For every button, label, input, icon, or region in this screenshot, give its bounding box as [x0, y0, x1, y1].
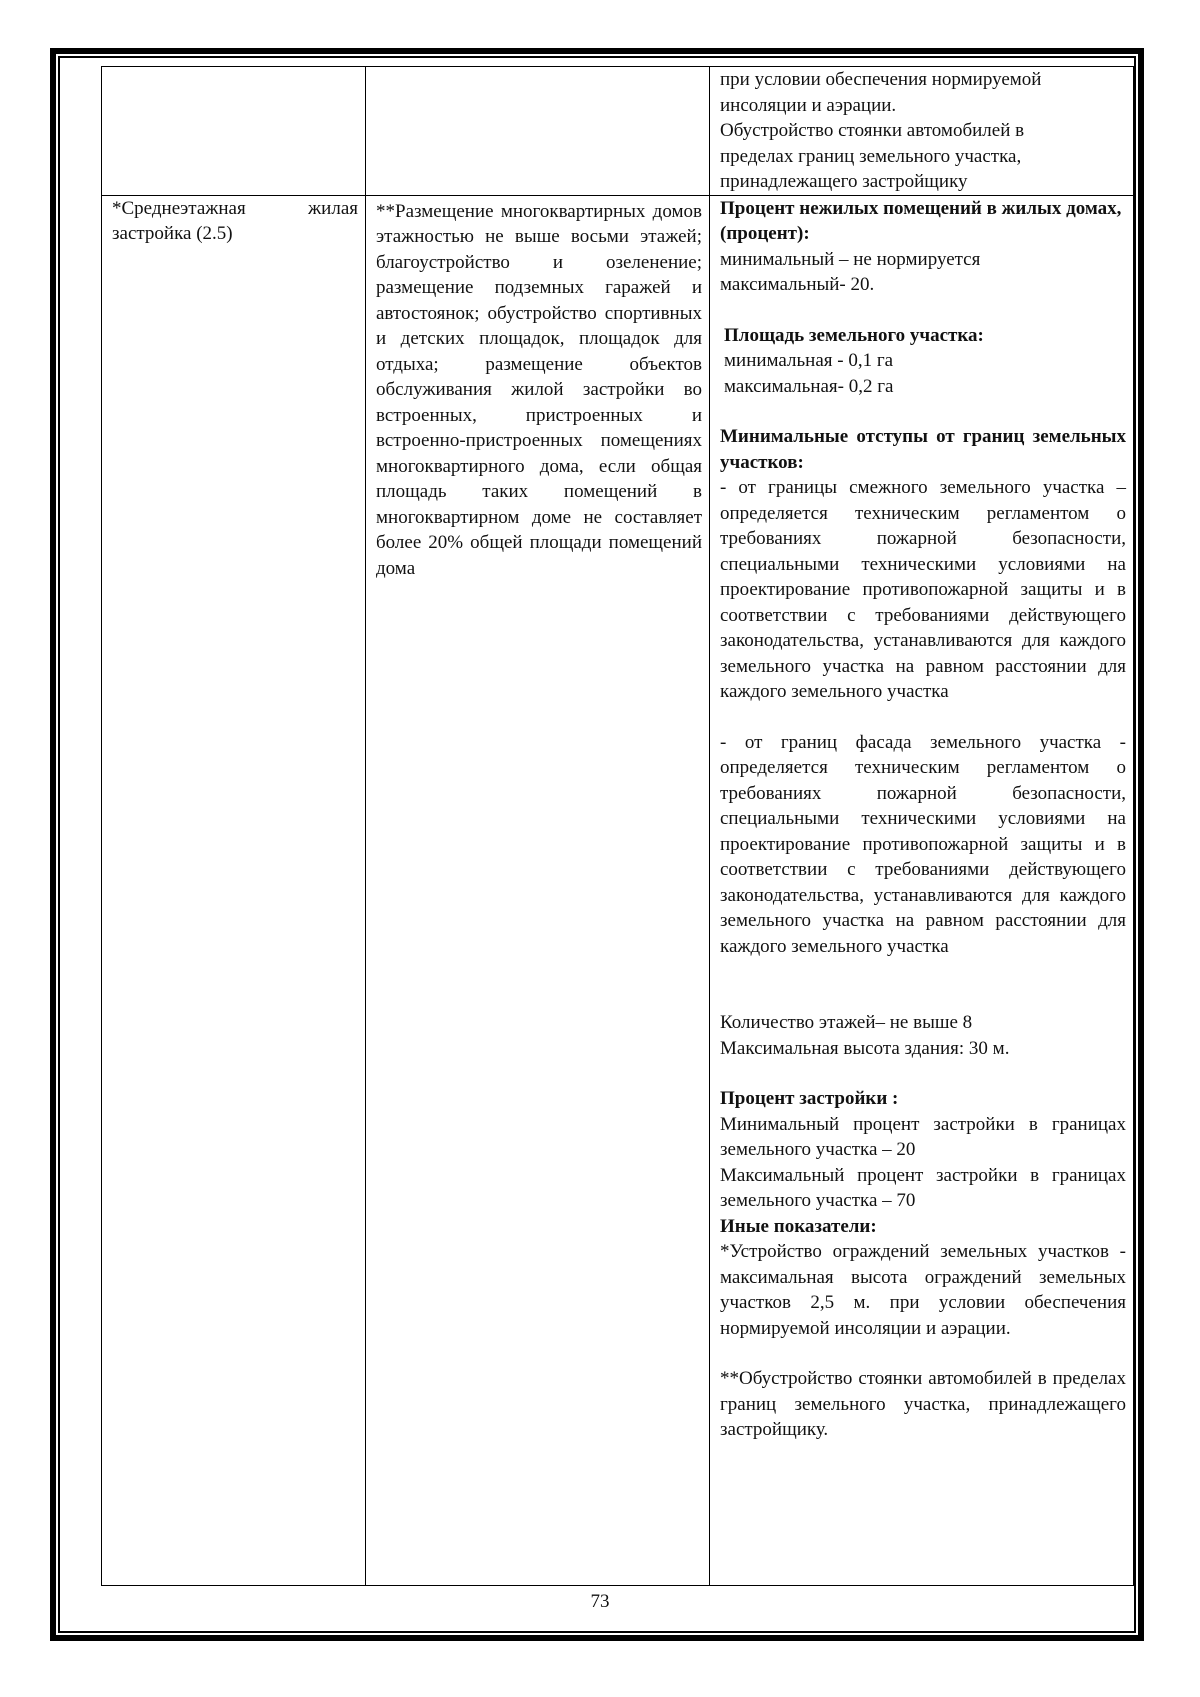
params-cell: [710, 195, 1134, 1586]
row1-col1: [102, 67, 366, 196]
setback-title: Минимальные отступы от границ земельных участков:: [720, 426, 1126, 473]
fence-rule: *Устройство ограждений земельных участков - максимальная высота ограждений земельных участков 2,5 м. при условии обеспечения нормируемой инсоляции и аэрации.: [720, 1241, 1126, 1339]
row1-col2: [366, 67, 710, 196]
area-title: Площадь земельного участка:: [724, 324, 984, 346]
text-line: при условии обеспечения нормируемой: [720, 69, 1042, 90]
row1-col3: [710, 67, 1134, 196]
text-line: Обустройство стоянки автомобилей в: [720, 120, 1025, 141]
nonres-max: максимальный- 20.: [720, 274, 875, 295]
height: Максимальная высота здания: 30 м.: [720, 1037, 1010, 1059]
coverage-max: Максимальный процент застройки в границах земельного участка – 70: [720, 1164, 1126, 1211]
text-line: инсоляции и аэрации.: [720, 94, 897, 116]
nonres-min: минимальный – не нормируется: [720, 248, 981, 270]
floors: Количество этажей– не выше 8: [720, 1012, 973, 1033]
text-line: принадлежащего застройщику: [720, 171, 968, 192]
page-number: 73: [590, 1591, 610, 1612]
use-type-cell: [102, 195, 366, 1586]
use-type: *Среднеэтажная жилая застройка (2.5): [112, 197, 358, 244]
zoning-table: [101, 66, 1134, 1586]
coverage-title: Процент застройки :: [720, 1088, 899, 1109]
table-row: [102, 195, 1134, 1586]
area-min: минимальная - 0,1 га: [724, 350, 894, 371]
setback-facade: - от границ фасада земельного участка - определяется техническим регламентом о требованиях пожарной безопасности, специальными техническими условиями на проектирование противопожарной защиты и в соответствии с требованиями действующего законодательства, устанавливаются для каждого земельного участка на равном расстоянии для каждого земельного участка: [720, 731, 1126, 957]
description-cell: [366, 195, 710, 1586]
coverage-min: Минимальный процент застройки в границах земельного участка – 20: [720, 1113, 1126, 1160]
text-line: пределах границ земельного участка,: [720, 145, 1022, 167]
nonres-title: Процент нежилых помещений в жилых домах, (процент):: [720, 197, 1122, 244]
parking-rule: **Обустройство стоянки автомобилей в пределах границ земельного участка, принадлежащего застройщику.: [720, 1368, 1126, 1440]
use-description: **Размещение многоквартирных домов этажностью не выше восьми этажей; благоустройство и озеленение; размещение подземных гаражей и автостоянок; обустройство спортивных и детских площадок, площадок для отдыха; размещение объектов обслуживания жилой застройки во встроенных, пристроенных и встроенно-пристроенных помещениях многоквартирного дома, если общая площадь таких помещений в многоквартирном доме не составляет более 20% общей площади помещений дома: [376, 200, 702, 579]
other-title: Иные показатели:: [720, 1215, 877, 1237]
setback-adjacent: - от границы смежного земельного участка – определяется техническим регламентом о требованиях пожарной безопасности, специальными техническими условиями на проектирование противопожарной защиты и в соответствии с требованиями действующего законодательства, устанавливаются для каждого земельного участка на равном расстоянии для каждого земельного участка: [720, 477, 1126, 702]
area-max: максимальная- 0,2 га: [724, 375, 894, 397]
table-row: [102, 67, 1134, 196]
